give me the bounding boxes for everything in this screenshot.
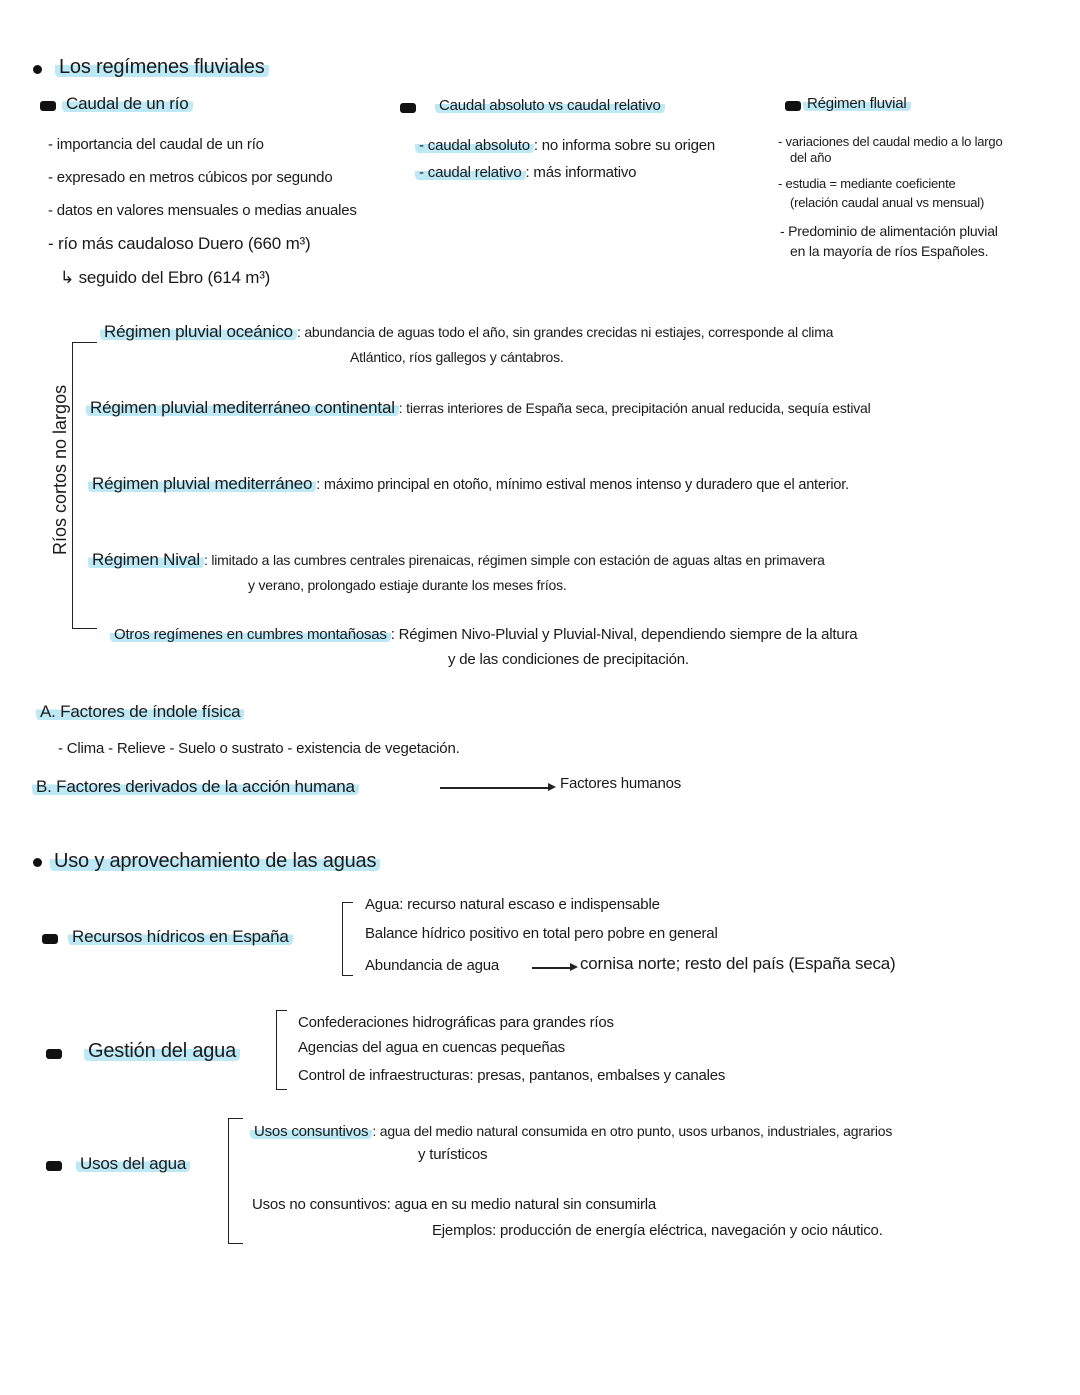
bullet-icon bbox=[33, 858, 42, 867]
factors-a-title bbox=[36, 702, 244, 722]
regimen-item: - variaciones del caudal medio a lo largo bbox=[778, 134, 1003, 149]
caudal-item: ↳ seguido del Ebro (614 m³) bbox=[60, 268, 271, 287]
definition: : tierras interiores de España seca, precipitación anual reducida, sequía estival bbox=[398, 400, 871, 416]
section-title-text: Los regímenes fluviales bbox=[55, 56, 269, 78]
definition: : agua en su medio natural sin consumirla bbox=[386, 1196, 657, 1213]
term: Régimen pluvial mediterráneo bbox=[88, 474, 316, 493]
term: Régimen pluvial mediterráneo continental bbox=[86, 398, 399, 417]
term: - caudal relativo bbox=[415, 164, 526, 181]
regime-row bbox=[100, 322, 833, 342]
bracket bbox=[276, 1010, 287, 1090]
usos-row-cont: Ejemplos: producción de energía eléctrica, navegación y ocio náutico. bbox=[432, 1222, 883, 1239]
square-bullet-icon bbox=[42, 934, 58, 944]
recursos-item: Abundancia de agua bbox=[365, 957, 500, 974]
term: Usos consuntivos bbox=[250, 1123, 372, 1140]
usos-row-cont: y turísticos bbox=[418, 1146, 488, 1163]
bullet-icon bbox=[33, 65, 42, 74]
factors-a-items: - Clima - Relieve - Suelo o sustrato - existencia de vegetación. bbox=[58, 740, 460, 757]
absoluto-heading bbox=[435, 97, 665, 114]
definition: : limitado a las cumbres centrales pirenaicas, régimen simple con estación de aguas altas en primavera bbox=[203, 552, 825, 568]
regimen-item: del año bbox=[790, 150, 832, 165]
section-title bbox=[50, 850, 380, 873]
recursos-heading-text: Recursos hídricos en España bbox=[68, 927, 293, 946]
factors-a-text: A. Factores de índole física bbox=[36, 702, 244, 721]
term: Régimen pluvial oceánico bbox=[100, 322, 297, 341]
caudal-heading bbox=[62, 94, 193, 114]
square-bullet-icon bbox=[46, 1161, 62, 1171]
section-title-text: Uso y aprovechamiento de las aguas bbox=[50, 850, 380, 872]
bracket bbox=[342, 902, 353, 976]
regime-row-cont: y de las condiciones de precipitación. bbox=[448, 651, 689, 668]
section-title bbox=[55, 56, 269, 79]
absoluto-item bbox=[415, 164, 636, 181]
square-bullet-icon bbox=[40, 101, 56, 111]
regime-row bbox=[86, 398, 871, 418]
regime-row bbox=[110, 626, 857, 643]
gestion-heading-text: Gestión del agua bbox=[84, 1040, 240, 1062]
regimen-heading-text: Régimen fluvial bbox=[803, 95, 911, 112]
regimen-item: (relación caudal anual vs mensual) bbox=[790, 195, 985, 210]
regime-row-cont: y verano, prolongado estiaje durante los meses fríos. bbox=[248, 577, 567, 593]
gestion-item: Confederaciones hidrográficas para grandes ríos bbox=[298, 1014, 614, 1031]
term: Régimen Nival bbox=[88, 550, 204, 569]
definition: : agua del medio natural consumida en otro punto, usos urbanos, industriales, agrarios bbox=[372, 1123, 893, 1139]
absoluto-item bbox=[415, 137, 715, 154]
recursos-heading bbox=[68, 927, 293, 947]
regimen-heading bbox=[803, 95, 911, 112]
caudal-item: - expresado en metros cúbicos por segundo bbox=[48, 169, 333, 186]
regimen-item: - estudia = mediante coeficiente bbox=[778, 176, 956, 191]
term: - caudal absoluto bbox=[415, 137, 534, 154]
square-bullet-icon bbox=[785, 101, 801, 111]
regimen-item: en la mayoría de ríos Españoles. bbox=[790, 243, 989, 259]
caudal-item: - importancia del caudal de un río bbox=[48, 136, 264, 153]
recursos-item: Agua: recurso natural escaso e indispensable bbox=[365, 896, 660, 913]
bracket bbox=[228, 1118, 243, 1244]
factors-b-text: B. Factores derivados de la acción humana bbox=[32, 777, 359, 796]
absoluto-heading-text: Caudal absoluto vs caudal relativo bbox=[435, 97, 665, 114]
regimen-item: - Predominio de alimentación pluvial bbox=[780, 223, 998, 239]
square-bullet-icon bbox=[46, 1049, 62, 1059]
regime-row-cont: Atlántico, ríos gallegos y cántabros. bbox=[350, 349, 564, 365]
gestion-heading bbox=[84, 1040, 240, 1063]
usos-heading-text: Usos del agua bbox=[76, 1154, 190, 1173]
arrow-icon bbox=[532, 967, 572, 969]
factors-b-result: Factores humanos bbox=[560, 775, 682, 792]
bracket-label: Ríos cortos no largos bbox=[50, 384, 70, 555]
usos-row bbox=[250, 1123, 892, 1140]
caudal-heading-text: Caudal de un río bbox=[62, 94, 193, 113]
gestion-item: Control de infraestructuras: presas, pantanos, embalses y canales bbox=[298, 1067, 726, 1084]
regime-row bbox=[88, 474, 849, 494]
square-bullet-icon bbox=[400, 103, 416, 113]
caudal-item: - datos en valores mensuales o medias anuales bbox=[48, 202, 357, 219]
usos-heading bbox=[76, 1154, 190, 1174]
recursos-arrow-result: cornisa norte; resto del país (España seca) bbox=[580, 954, 896, 973]
definition: : abundancia de aguas todo el año, sin grandes crecidas ni estiajes, corresponde al clima bbox=[296, 324, 834, 340]
regime-row bbox=[88, 550, 825, 570]
definition: : máximo principal en otoño, mínimo estival menos intenso y duradero que el anterior. bbox=[316, 477, 849, 493]
caudal-item: - río más caudaloso Duero (660 m³) bbox=[48, 234, 311, 253]
definition: : más informativo bbox=[525, 164, 637, 181]
arrow-icon bbox=[440, 787, 550, 789]
definition: : no informa sobre su origen bbox=[533, 137, 716, 154]
definition: : Régimen Nivo-Pluvial y Pluvial-Nival, dependiendo siempre de la altura bbox=[390, 626, 858, 643]
gestion-item: Agencias del agua en cuencas pequeñas bbox=[298, 1039, 565, 1056]
recursos-item: Balance hídrico positivo en total pero pobre en general bbox=[365, 925, 718, 942]
usos-row bbox=[252, 1196, 656, 1213]
term: Usos no consuntivos bbox=[252, 1196, 387, 1213]
factors-b-title bbox=[32, 777, 359, 797]
term: Otros regímenes en cumbres montañosas bbox=[110, 626, 391, 643]
